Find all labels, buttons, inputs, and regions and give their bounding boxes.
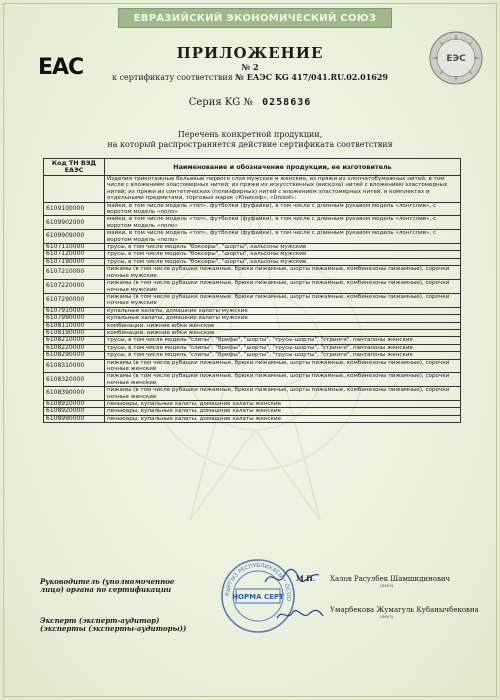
eac-mark: ЕАС	[38, 55, 84, 80]
product-description: трусы, в том числе модель "боксеры", "шорты", кальсоны мужские	[105, 251, 461, 258]
product-description: пеньюары, купальные халаты, домашние халаты женские	[105, 415, 461, 422]
product-description: купальные халаты, домашние халаты мужские	[105, 307, 461, 314]
union-banner	[118, 8, 392, 28]
expert-label	[40, 617, 186, 633]
product-code: 6108110000	[44, 322, 105, 329]
table-row	[44, 373, 461, 387]
product-description: пижамы (в том числе рубашки пижамные, брюки пижамные, шорты пижамные, комбинезоны пижамные), сорочки ночные женские	[105, 359, 461, 373]
seal-place-label: М.П.	[296, 574, 316, 583]
product-code: 6108290000	[44, 352, 105, 359]
product-table	[43, 158, 461, 423]
product-code: 6107110000	[44, 244, 105, 251]
product-description: трусы, в том числе модель "слипы", "брифы", "шорты", "трусы-шорты", "стринги", панталоны женские	[105, 337, 461, 344]
head-name-block	[330, 575, 450, 588]
expert-label-line-2: (эксперты (эксперты-аудиторы))	[40, 624, 187, 633]
product-code: 6108310000	[44, 359, 105, 373]
banner-text: ЕВРАЗИЙСКИЙ ЭКОНОМИЧЕСКИЙ СОЮЗ	[133, 12, 377, 24]
head-label-line-1: Руководитель (уполномоченное	[40, 577, 175, 586]
table-row	[44, 230, 461, 244]
intro-line-1: Перечень конкретной продукции,	[177, 130, 323, 139]
head-label-line-2: лицо) органа по сертификации	[40, 585, 172, 594]
table-row	[44, 352, 461, 359]
product-description: майки, в том числе модель «топ», футболки (фуфайки), в том числе с длинным рукавом модель «лонгслив», с воротом модель «поло»	[105, 216, 461, 230]
product-code: 6108920000	[44, 408, 105, 415]
product-code: 6109902000	[44, 216, 105, 230]
table-row	[44, 344, 461, 351]
table-body	[44, 176, 461, 423]
product-description: майки, в том числе модель «топ», футболки (фуфайки), в том числе с длинным рукавом модель «лонгслив», с воротом модель «поло»	[105, 230, 461, 244]
product-code: 6107990000	[44, 315, 105, 322]
table-row	[44, 401, 461, 408]
product-code: 6107290000	[44, 293, 105, 307]
table-row	[44, 280, 461, 294]
expert-label-line-1: Эксперт (эксперт-аудитор)	[40, 616, 160, 625]
product-description: пеньюары, купальные халаты, домашние халаты женские	[105, 408, 461, 415]
table-row	[44, 293, 461, 307]
table-row	[44, 387, 461, 401]
head-name: Халов Расулбек Шамшидинович	[330, 575, 451, 583]
emblem-text: ЕЭС	[446, 54, 466, 64]
expert-name: Умарбекова Жумагуль Кубанычбековна	[330, 606, 479, 614]
product-code: 6109909000	[44, 230, 105, 244]
stamp-ring-text: КЫРГЫЗ РЕСПУБЛИКАСЫ • ОСОО	[224, 562, 292, 602]
product-code: 6107210000	[44, 266, 105, 280]
product-code: 6108190000	[44, 329, 105, 336]
table-row	[44, 322, 461, 329]
product-description: пижамы (в том числе рубашки пижамные, брюки пижамные, шорты пижамные, комбинезоны пижамные), сорочки ночные женские	[105, 387, 461, 401]
series-number: 0258636	[262, 97, 312, 108]
product-description: трусы, в том числе модель "боксеры", "шорты", кальсоны мужские	[105, 244, 461, 251]
product-description: майки, в том числе модель «топ», футболки (фуфайки), в том числе с длинным рукавом модель «лонгслив», с воротом модель «поло»	[105, 202, 461, 216]
table-row	[44, 244, 461, 251]
series-line	[0, 97, 500, 108]
stamp-center-text: НОРМА СЕРТ	[232, 593, 284, 601]
table-row	[44, 258, 461, 265]
table-row	[44, 216, 461, 230]
product-code: 6108320000	[44, 373, 105, 387]
product-code: 6108390000	[44, 387, 105, 401]
product-description: пижамы (в том числе рубашки пижамные, брюки пижамные, шорты пижамные, комбинезоны пижамные), сорочки ночные мужские	[105, 266, 461, 280]
table-row	[44, 329, 461, 336]
table-row	[44, 176, 461, 203]
table-row	[44, 315, 461, 322]
intro-text	[0, 130, 500, 150]
product-code: 6108210000	[44, 337, 105, 344]
table-row	[44, 202, 461, 216]
certificate-number: № ЕАЭС KG 417/041.RU.02.01629	[235, 72, 388, 82]
product-description: пеньюары, купальные халаты, домашние халаты женские	[105, 401, 461, 408]
table-row	[44, 415, 461, 422]
product-code: 6107220000	[44, 280, 105, 294]
product-description: пижамы (в том числе рубашки пижамные, брюки пижамные, шорты пижамные, комбинезоны пижамные), сорочки ночные мужские	[105, 280, 461, 294]
product-code: 6107910000	[44, 307, 105, 314]
product-code: 6109100000	[44, 202, 105, 216]
series-label: Серия KG №	[188, 97, 253, 108]
product-description: трусы, в том числе модель "слипы", "брифы", "шорты", "трусы-шорты", "стринги", панталоны женские	[105, 344, 461, 351]
page-title: ПРИЛОЖЕНИЕ	[176, 44, 324, 62]
product-description: трусы, в том числе модель "слипы", "брифы", "шорты", "трусы-шорты", "стринги", панталоны женские	[105, 352, 461, 359]
product-code	[44, 176, 105, 203]
product-description: пижамы (в том числе рубашки пижамные, брюки пижамные, шорты пижамные, комбинезоны пижамные), сорочки ночные женские	[105, 373, 461, 387]
table-row	[44, 251, 461, 258]
expert-name-caption: (ФИО)	[380, 614, 394, 619]
head-name-caption: (ФИО)	[380, 583, 394, 588]
appendix-number: № 2	[241, 62, 259, 72]
column-header-name: Наименование и обозначение продукции, ее изготовитель	[105, 159, 461, 176]
product-code: 6108220000	[44, 344, 105, 351]
intro-line-2: на который распространяется действие сертификата соответствия	[107, 140, 393, 149]
table-row	[44, 359, 461, 373]
table-row	[44, 266, 461, 280]
certificate-reference	[0, 72, 500, 82]
product-code: 6108910000	[44, 401, 105, 408]
product-description: пижамы (в том числе рубашки пижамные, брюки пижамные, шорты пижамные, комбинезоны пижамные), сорочки ночные мужские	[105, 293, 461, 307]
certification-stamp-icon	[220, 558, 296, 634]
product-description: трусы, в том числе модель "боксеры", "шорты", кальсоны мужские	[105, 258, 461, 265]
product-code: 6107120000	[44, 251, 105, 258]
column-header-code: Код ТН ВЭД ЕАЭС	[44, 159, 105, 176]
certificate-prefix: к сертификату соответствия	[112, 73, 233, 82]
product-description: комбинации, нижние юбки женские	[105, 329, 461, 336]
product-description: Изделия трикотажные бельевые первого слоя мужские и женские, из пряжи из хлопчатобумажных нитей, в том числе с вложением эластомерных нитей; из пряжи из искусственных (вискоза) нитей с вложением эластомерных нитей; из пряжи из синтетических (полиэфирных) нитей с вложением эластомерных нитей, в комплектах и отдельными предметами, торговых марок «Юнисоф», «Unisof»:	[105, 176, 461, 203]
expert-name-block	[330, 606, 479, 619]
head-label	[40, 578, 174, 594]
table-row	[44, 408, 461, 415]
product-code: 6107190000	[44, 258, 105, 265]
table-row	[44, 307, 461, 314]
product-description: комбинации, нижние юбки женские	[105, 322, 461, 329]
table-row	[44, 337, 461, 344]
product-description: купальные халаты, домашние халаты мужские	[105, 315, 461, 322]
table-header-row	[44, 159, 461, 176]
product-code: 6108990000	[44, 415, 105, 422]
